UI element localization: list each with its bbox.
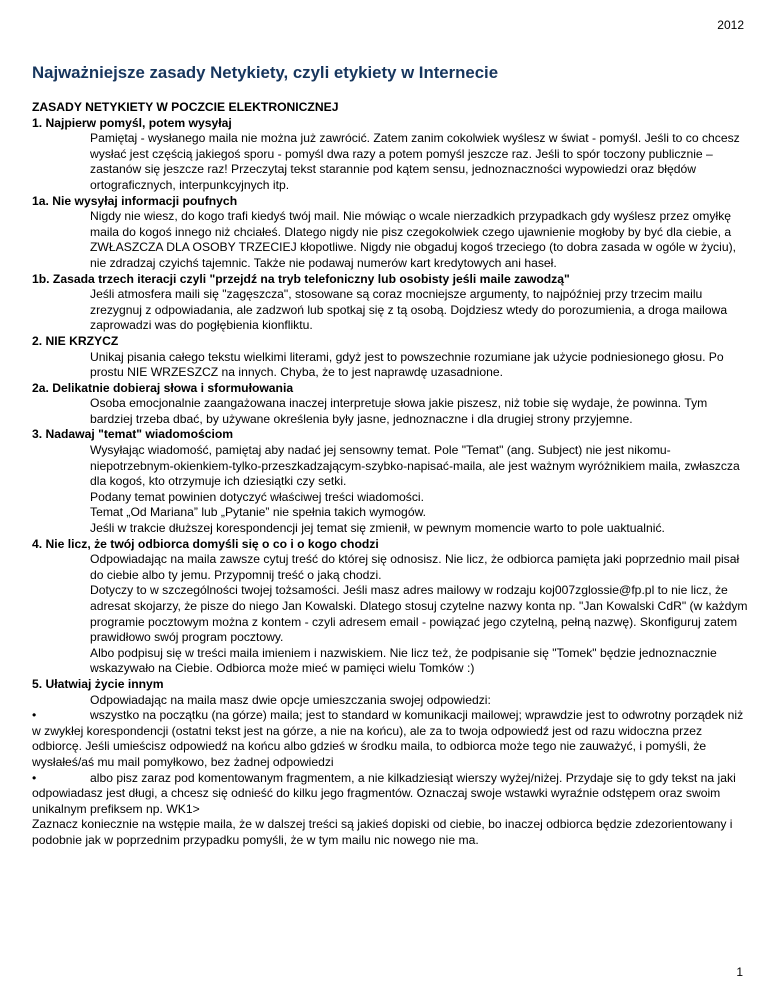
document-body [32,100,750,849]
rule-text-3-p2: Podany temat powinien dotyczyć właściwej treści wiadomości. [90,489,425,504]
rule-text-3-p3: Temat „Od Mariana” lub „Pytanie” nie spełnia takich wymogów. [90,505,427,520]
rule-text-3-p4: Jeśli w trakcie dłuższej korespondencji jej temat się zmienił, w pewnym momencie warto to pole uaktualnić. [90,521,665,536]
section-heading: ZASADY NETYKIETY W POCZCIE ELEKTRONICZNEJ [32,100,339,114]
rule-heading-1a: 1a. Nie wysyłaj informacji poufnych [32,193,238,208]
rule-text-3-p1: Wysyłając wiadomość, pamiętaj aby nadać jej sensowny temat. Pole "Temat" (ang. Subject) nie jest nikomu-niepotrzebnym-okienkiem-tylko-przeszkadzającym-szybko-napisać-maila, ale jest ważnym wyróżnikiem maila, zwłaszcza dla kogoś, kto otrzymuje ich dziesiątki czy setki. [90,443,740,489]
bullet-text: albo pisz zaraz pod komentowanym fragmentem, a nie kilkadziesiąt wierszy wyżej/niżej. Przydaje się to gdy tekst na jaki odpowiadasz jest długi, a chcesz się odnieść do kilku jego fragmentów. Oznaczaj swoje wstawki wyraźnie odstępem oraz swoim unikalnym prefiksem np. WK1> [32,770,736,816]
rule-text-5-outro: Zaznacz koniecznie na wstępie maila, że w dalszej treści są jakieś dopiski od ciebie, bo inaczej odbiorca będzie zdezorientowany i podobnie jak w poprzednim przypadku pomyśli, że w tym mailu nic nowego nie ma. [32,817,733,847]
rule-text-4-p2: Dotyczy to w szczególności twojej tożsamości. Jeśli masz adres mailowy w rodzaju koj007zglossie@fp.pl to nie licz, że adresat skojarzy, że pisze do niego Jan Kowalski. Dlatego stosuj czytelne nazwy konta np. "Jan Kowalski CdR" (w każdym programie pocztowym można z kontem - czyli adresem email - powiązać jego czytelną, pełną nazwę). Skonfiguruj zatem prawidłowo swój program pocztowy. [90,583,748,645]
rule-text-1a: Nigdy nie wiesz, do kogo trafi kiedyś twój mail. Nie mówiąc o wcale nierzadkich przypadkach gdy wyślesz przez omyłkę maila do kogoś innego niż chciałeś. Dlatego nigdy nie pisz czegokolwiek czego ujawnienie mogłoby by być dla ciebie, a ZWŁASZCZA DLA OSOBY TRZECIEJ kłopotliwe. Nigdy nie obgaduj kogoś trzeciego (to dobra zasada w ogóle w życiu), nie zdradzaj czyichś tajemnic. Także nie podawaj numerów kart kredytowych ani haseł. [90,209,736,270]
rule-heading-2a: 2a. Delikatnie dobieraj słowa i sformułowania [32,380,294,395]
rule-text-2: Unikaj pisania całego tekstu wielkimi literami, gdyż jest to powszechnie rozumiane jak użycie podniesionego głosu. Po prostu NIE WRZESZCZ na innych. Chyba, że to jest naprawdę uzasadnione. [90,349,724,380]
bullet-icon: • [32,770,37,785]
page-number: 1 [736,965,743,979]
bullet-item [32,771,750,818]
rule-text-1b: Jeśli atmosfera maili się "zagęszcza", stosowane są coraz mocniejsze argumenty, to najpóźniej przy trzecim mailu zrezygnuj z odpowiadania, ale zadzwoń lub spotkaj się z tą osobą. Dojdziesz wtedy do porozumienia, a droga mailowa zaprowadzi was do pogłębienia kionfliktu. [90,287,728,333]
rule-text-1: Pamiętaj - wysłanego maila nie można już zawrócić. Zatem zanim cokolwiek wyślesz w świat - pomyśl. Jeśli to co chcesz wysłać jest częścią jakiegoś sporu - pomyśl dwa razy a potem pomyśl jeszcze raz. Jeśli to spór toczony publicznie – zastanów się jeszcze raz! Przeczytaj tekst starannie pod kątem sensu, jednoznaczności wypowiedzi oraz błędów ortograficznych, interpunkcyjnych itp. [90,131,740,192]
rule-text-2a: Osoba emocjonalnie zaangażowana inaczej interpretuje słowa jakie piszesz, niż tobie się wydaje, że powinna. Tym bardziej trzeba dbać, by używane określenia były jasne, jednoznaczne i dla drugiej strony przyjemne. [90,396,708,426]
bullet-text: wszystko na początku (na górze) maila; jest to standard w komunikacji mailowej; wprawdzie jest to odwrotny porządek niż w zwykłej korespondencji (ostatni tekst jest na górze, a nie na końcu), ale za to twoja odpowiedź jest od razu widoczna przez odbiorcę. Jeśli umieścisz odpowiedź na końcu albo gdzieś w środku maila, to odbiorca może tego nie zauważyć, i pomyśli, że wysłałeś/aś mu mail pomyłkowo, bez żadnej odpowiedzi [32,708,744,769]
rule-text-4-p1: Odpowiadając na maila zawsze cytuj treść do której się odnosisz. Nie licz, że odbiorca pamięta jaki poprzednio mail pisał do ciebie albo ty jemu. Przypomnij treść o jaką chodzi. [90,552,740,582]
header-year: 2012 [717,18,744,32]
rule-heading-4: 4. Nie licz, że twój odbiorca domyśli się o co i o kogo chodzi [32,536,379,551]
rule-heading-2: 2. NIE KRZYCZ [32,333,119,348]
bullet-item [32,708,750,770]
rule-heading-1b: 1b. Zasada trzech iteracji czyli "przejdź na tryb telefoniczny lub osobisty jeśli maile zawodzą" [32,271,570,286]
rule-heading-1: 1. Najpierw pomyśl, potem wysyłaj [32,115,232,130]
rule-text-4-p3: Albo podpisuj się w treści maila imieniem i nazwiskiem. Nie licz też, że podpisanie się "Tomek" będzie jednoznacznie wskazywało na Ciebie. Odbiorca może mieć w pamięci wielu Tomków :) [90,645,717,676]
bullet-icon: • [32,708,37,723]
page-title: Najważniejsze zasady Netykiety, czyli etykiety w Internecie [32,63,499,82]
rule-heading-5: 5. Ułatwiaj życie innym [32,676,164,691]
rule-text-5-intro: Odpowiadając na maila masz dwie opcje umieszczania swojej odpowiedzi: [90,692,491,707]
rule-heading-3: 3. Nadawaj "temat" wiadomościom [32,427,234,442]
